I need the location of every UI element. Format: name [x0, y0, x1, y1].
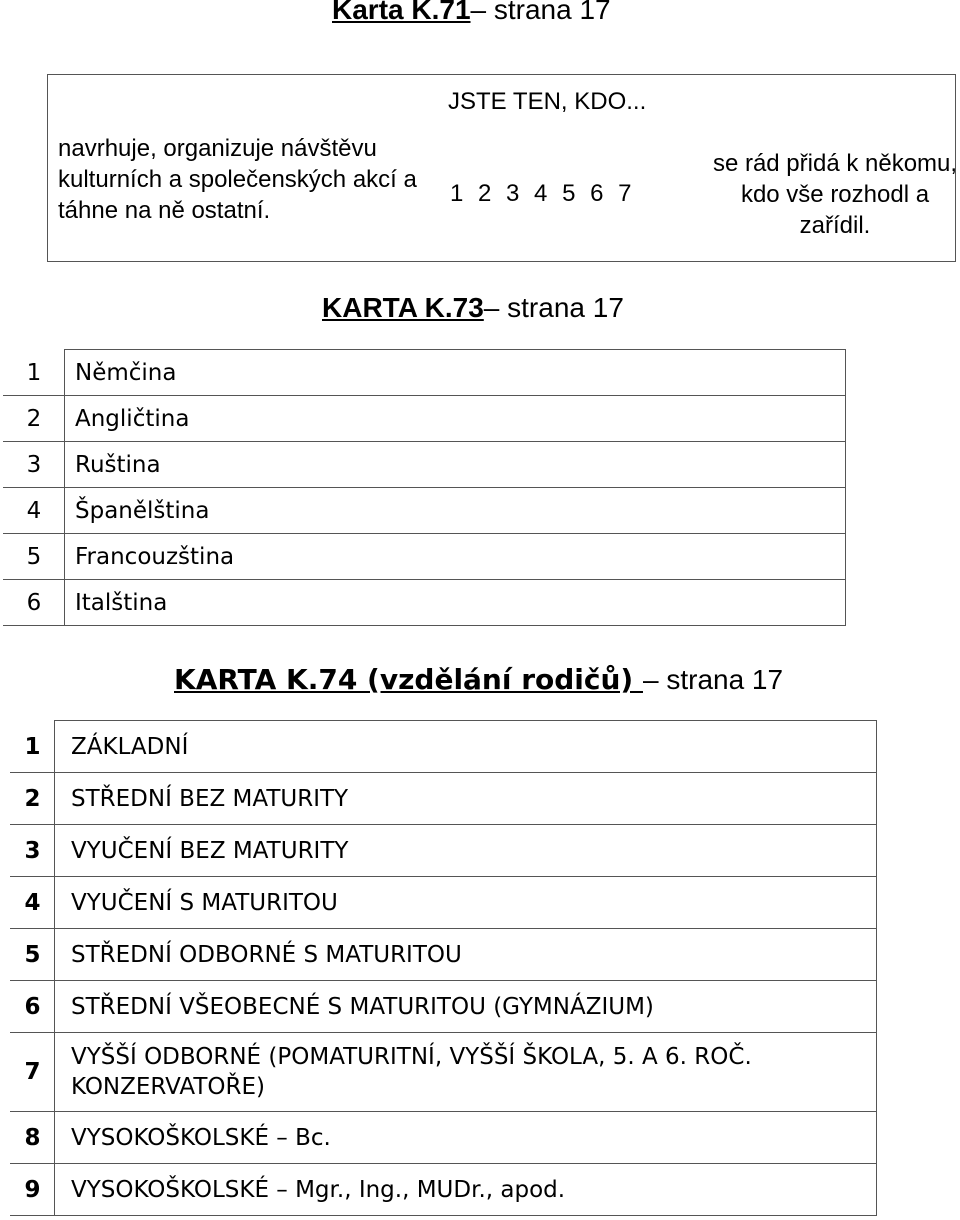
card73-title [322, 292, 624, 324]
row-number: 6 [11, 981, 55, 1033]
card74-education-table [10, 720, 877, 1216]
row-label: VYUČENÍ S MATURITOU [55, 877, 877, 929]
row-number: 5 [11, 929, 55, 981]
table-row [11, 1033, 877, 1112]
table-row [4, 350, 846, 396]
card74-title-rest: – strana 17 [642, 664, 784, 695]
table-row [11, 773, 877, 825]
card71-title-code: Karta K.71 [332, 0, 471, 25]
row-label: VYSOKOŠKOLSKÉ – Bc. [55, 1112, 877, 1164]
row-number: 5 [4, 534, 65, 580]
card74-title [174, 663, 783, 696]
table-row [11, 877, 877, 929]
card71-title [332, 0, 611, 26]
card73-language-table [3, 349, 846, 626]
card73-title-code: KARTA K.73 [322, 292, 484, 323]
table-row [4, 534, 846, 580]
row-label: Španělština [65, 488, 846, 534]
row-label: STŘEDNÍ ODBORNÉ S MATURITOU [55, 929, 877, 981]
table-row [4, 442, 846, 488]
row-label: Ruština [65, 442, 846, 488]
row-number: 4 [4, 488, 65, 534]
row-label: Italština [65, 580, 846, 626]
card71-title-rest: – strana 17 [470, 0, 611, 25]
row-label: Němčina [65, 350, 846, 396]
card73-title-rest: – strana 17 [483, 292, 624, 323]
row-number: 8 [11, 1112, 55, 1164]
table-row [11, 929, 877, 981]
row-label: Angličtina [65, 396, 846, 442]
table-row [11, 1164, 877, 1216]
row-label: STŘEDNÍ BEZ MATURITY [55, 773, 877, 825]
card74-title-code: KARTA K.74 (vzdělání rodičů) [174, 663, 643, 696]
card71-scale: 1 2 3 4 5 6 7 [450, 180, 632, 207]
table-row [11, 981, 877, 1033]
row-number: 2 [4, 396, 65, 442]
row-label: VYUČENÍ BEZ MATURITY [55, 825, 877, 877]
table-row [11, 721, 877, 773]
row-number: 7 [11, 1033, 55, 1112]
row-number: 4 [11, 877, 55, 929]
row-number: 1 [4, 350, 65, 396]
card71-left-statement: navrhuje, organizuje návštěvu kulturních a společenských akcí a táhne na ně ostatní. [58, 135, 417, 224]
row-number: 6 [4, 580, 65, 626]
row-label: VYŠŠÍ ODBORNÉ (POMATURITNÍ, VYŠŠÍ ŠKOLA, 5. A 6. ROČ. KONZERVATOŘE) [55, 1033, 877, 1112]
row-number: 3 [11, 825, 55, 877]
row-number: 2 [11, 773, 55, 825]
table-row [11, 825, 877, 877]
card71-right-statement: se rád přidá k někomu, kdo vše rozhodl a zařídil. [712, 150, 958, 239]
table-row [11, 1112, 877, 1164]
row-label: Francouzština [65, 534, 846, 580]
card71-heading: JSTE TEN, KDO... [448, 88, 647, 115]
table-row [4, 396, 846, 442]
row-number: 1 [11, 721, 55, 773]
row-label: ZÁKLADNÍ [55, 721, 877, 773]
row-number: 9 [11, 1164, 55, 1216]
table-row [4, 488, 846, 534]
row-number: 3 [4, 442, 65, 488]
row-label: STŘEDNÍ VŠEOBECNÉ S MATURITOU (GYMNÁZIUM) [55, 981, 877, 1033]
table-row [4, 580, 846, 626]
row-label: VYSOKOŠKOLSKÉ – Mgr., Ing., MUDr., apod. [55, 1164, 877, 1216]
